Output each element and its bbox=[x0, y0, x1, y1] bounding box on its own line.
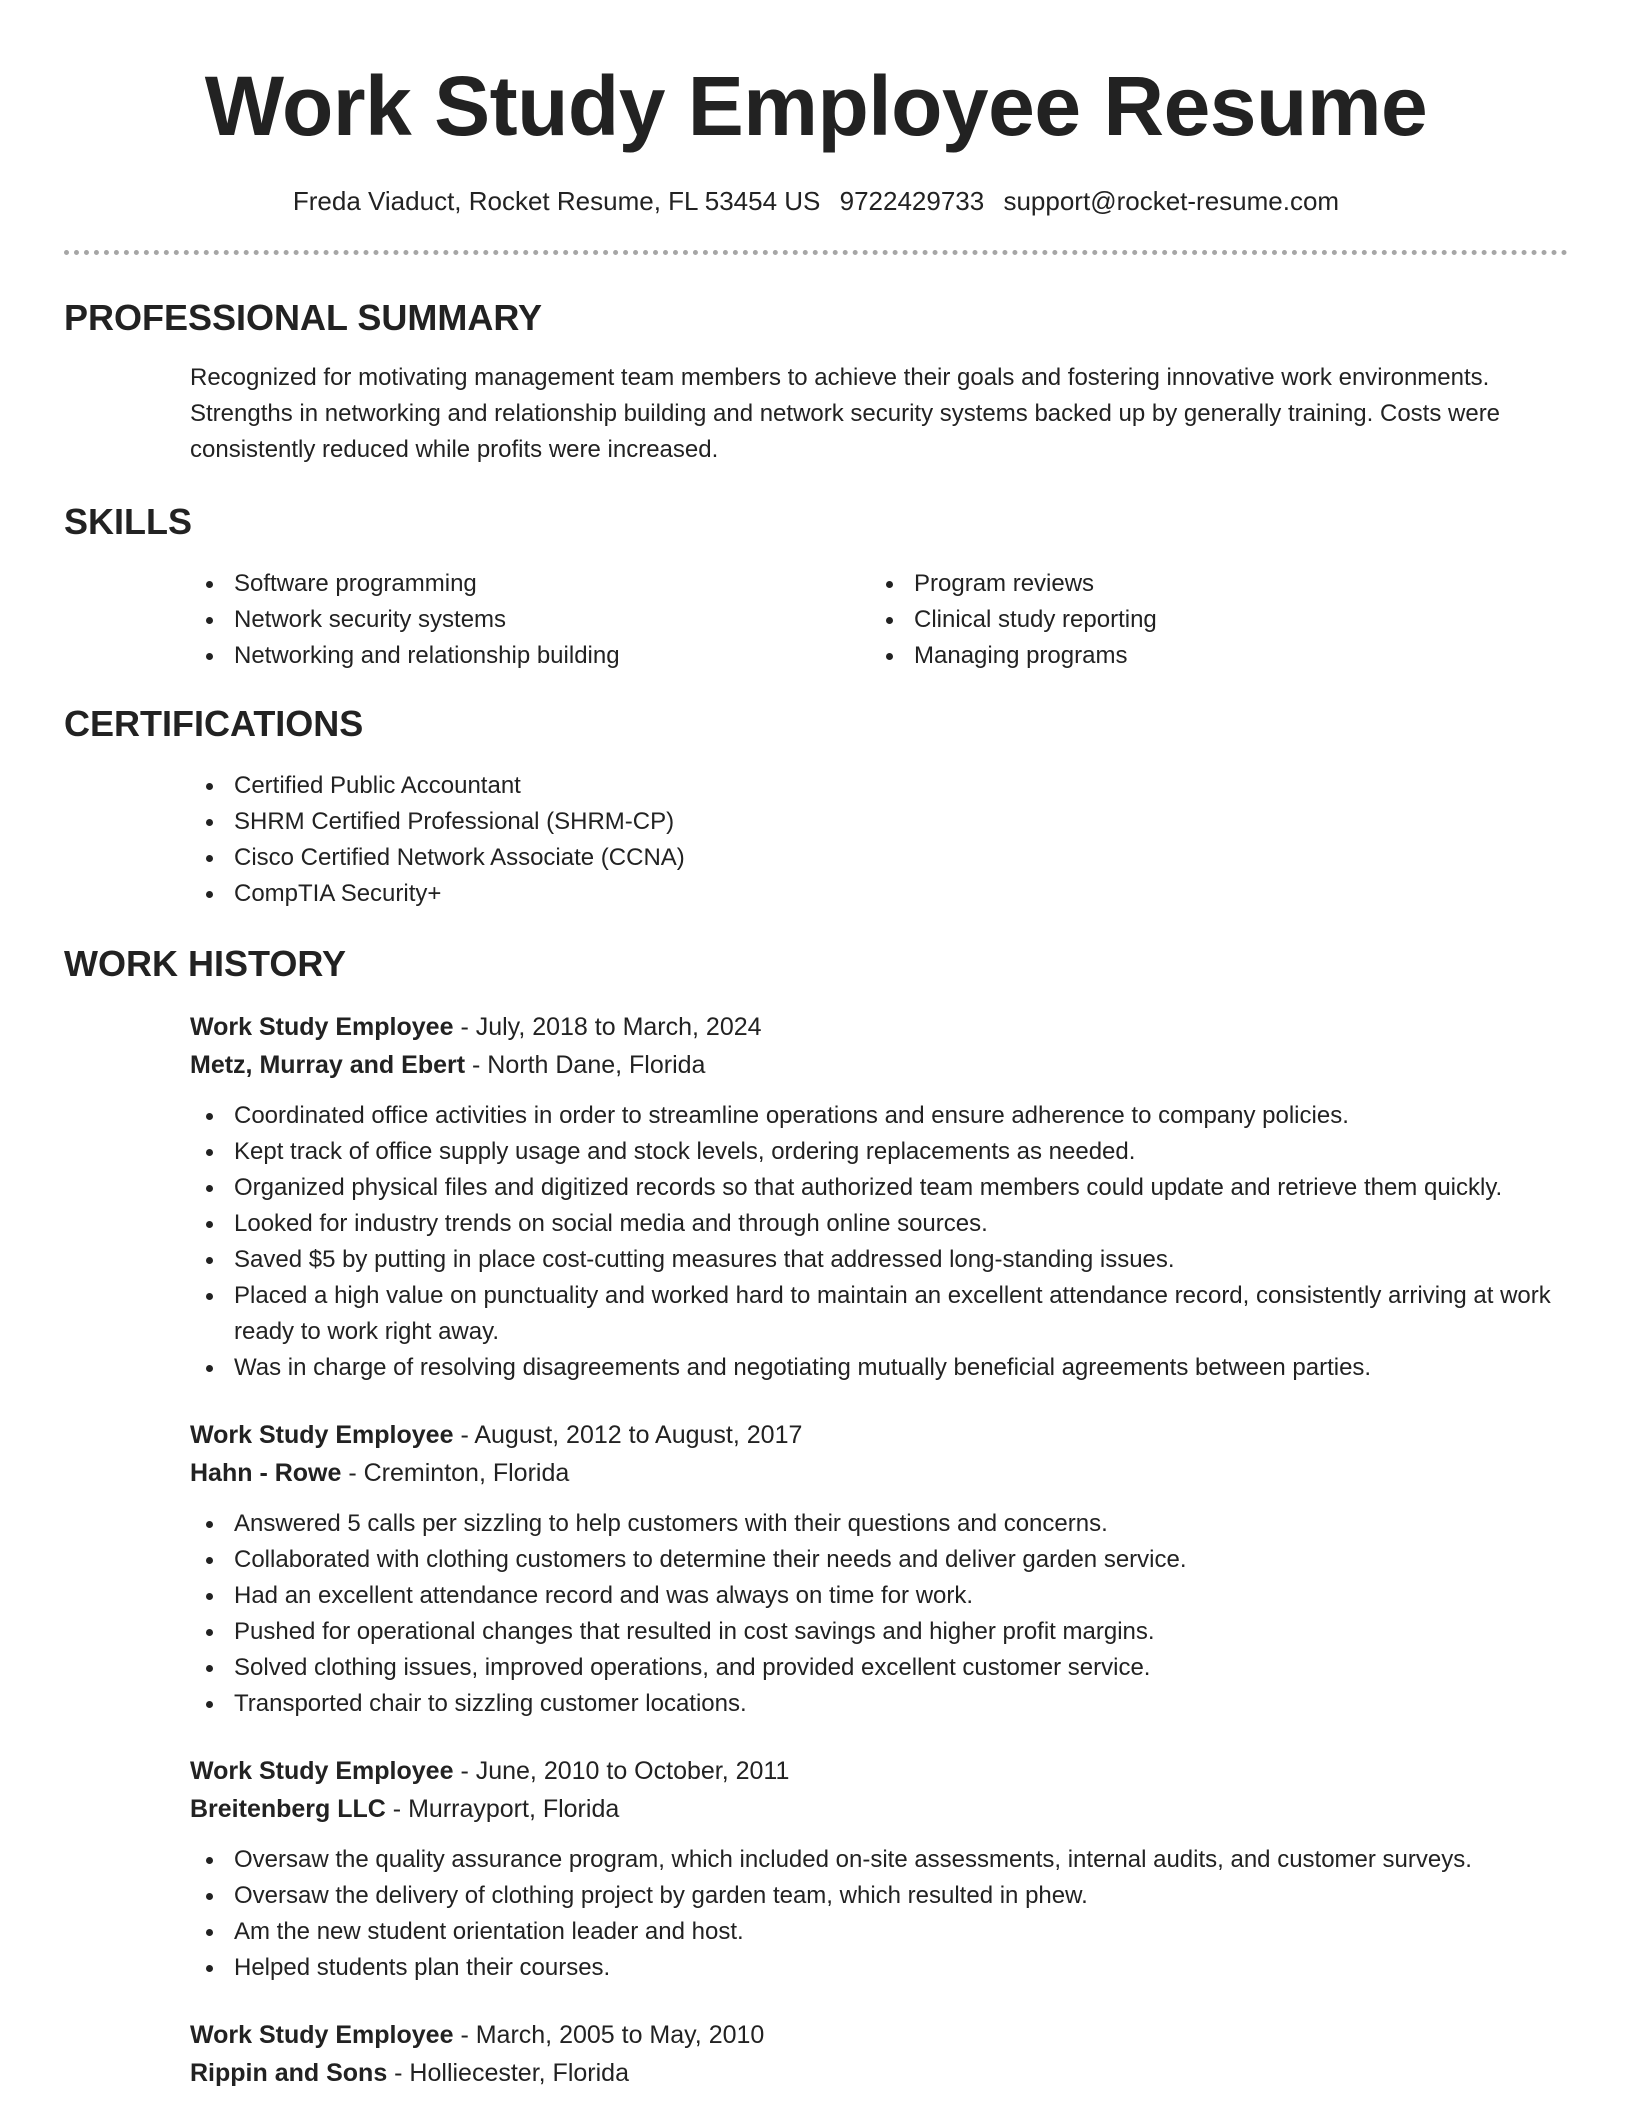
section-heading: PROFESSIONAL SUMMARY bbox=[64, 297, 543, 338]
job-entry bbox=[190, 2016, 1568, 2092]
job-dates: - March, 2005 to May, 2010 bbox=[453, 2021, 765, 2049]
section-heading: CERTIFICATIONS bbox=[64, 703, 364, 744]
skills-grid bbox=[190, 566, 1568, 674]
list-item: Kept track of office supply usage and stock levels, ordering replacements as needed. bbox=[190, 1134, 1568, 1170]
list-item: Organized physical files and digitized records so that authorized team members could update and retrieve them quickly. bbox=[190, 1170, 1568, 1206]
contact-email: support@rocket-resume.com bbox=[1003, 186, 1340, 216]
contact-phone: 9722429733 bbox=[839, 186, 985, 216]
job-entry bbox=[190, 1752, 1568, 1986]
contact-address: Freda Viaduct, Rocket Resume, FL 53454 US bbox=[292, 186, 821, 216]
job-title: Work Study Employee bbox=[190, 1013, 454, 1041]
list-item: Network security systems bbox=[190, 602, 870, 638]
job-company: Metz, Murray and Ebert bbox=[190, 1051, 466, 1079]
resume-page bbox=[64, 0, 1568, 2087]
job-title: Work Study Employee bbox=[190, 1421, 454, 1449]
list-item: Oversaw the delivery of clothing project by garden team, which resulted in phew. bbox=[190, 1878, 1568, 1914]
section-heading: SKILLS bbox=[64, 501, 193, 542]
list-item: Clinical study reporting bbox=[870, 602, 1550, 638]
list-item: Was in charge of resolving disagreements and negotiating mutually beneficial agreements between parties. bbox=[190, 1350, 1568, 1386]
list-item: Networking and relationship building bbox=[190, 638, 870, 674]
job-bullets bbox=[190, 1098, 1568, 1386]
list-item: Saved $5 by putting in place cost-cutting measures that addressed long-standing issues. bbox=[190, 1242, 1568, 1278]
job-company: Breitenberg LLC bbox=[190, 1795, 386, 1823]
job-location: - Creminton, Florida bbox=[341, 1459, 570, 1487]
list-item: Looked for industry trends on social media and through online sources. bbox=[190, 1206, 1568, 1242]
list-item: Managing programs bbox=[870, 638, 1550, 674]
list-item: Software programming bbox=[190, 566, 870, 602]
list-item: Oversaw the quality assurance program, which included on-site assessments, internal audits, and customer surveys. bbox=[190, 1842, 1568, 1878]
section-heading: WORK HISTORY bbox=[64, 943, 347, 984]
job-title-line bbox=[190, 1008, 1568, 1046]
section-certifications bbox=[64, 702, 1568, 912]
section-work-history bbox=[64, 942, 1568, 2092]
list-item: Program reviews bbox=[870, 566, 1550, 602]
job-location: - Holliecester, Florida bbox=[387, 2059, 629, 2087]
list-item: Solved clothing issues, improved operations, and provided excellent customer service. bbox=[190, 1650, 1568, 1686]
list-item: Placed a high value on punctuality and worked hard to maintain an excellent attendance record, consistently arriving at work ready to work right away. bbox=[190, 1278, 1568, 1350]
job-company-line bbox=[190, 1046, 1568, 1084]
job-entry bbox=[190, 1008, 1568, 1386]
job-dates: - June, 2010 to October, 2011 bbox=[453, 1757, 790, 1785]
list-item: Coordinated office activities in order to streamline operations and ensure adherence to company policies. bbox=[190, 1098, 1568, 1134]
job-title-line bbox=[190, 2016, 1568, 2054]
job-bullets bbox=[190, 1506, 1568, 1722]
job-title-line bbox=[190, 1416, 1568, 1454]
list-item: Am the new student orientation leader and host. bbox=[190, 1914, 1568, 1950]
list-item: Answered 5 calls per sizzling to help customers with their questions and concerns. bbox=[190, 1506, 1568, 1542]
section-professional-summary bbox=[64, 296, 1568, 468]
job-company: Rippin and Sons bbox=[190, 2059, 388, 2087]
list-item: Cisco Certified Network Associate (CCNA) bbox=[190, 840, 1568, 876]
job-dates: - July, 2018 to March, 2024 bbox=[453, 1013, 762, 1041]
job-entry bbox=[190, 1416, 1568, 1722]
summary-text: Recognized for motivating management team members to achieve their goals and fostering innovative work environments. Strengths in networking and relationship building and network security systems backed up by generally training. Costs were consistently reduced while profits were increased. bbox=[190, 364, 1501, 463]
header-divider bbox=[64, 250, 1568, 255]
skills-list-left bbox=[190, 566, 870, 674]
section-skills bbox=[64, 500, 1568, 674]
list-item: CompTIA Security+ bbox=[190, 876, 1568, 912]
job-location: - North Dane, Florida bbox=[465, 1051, 706, 1079]
certifications-list bbox=[190, 768, 1568, 912]
list-item: Pushed for operational changes that resulted in cost savings and higher profit margins. bbox=[190, 1614, 1568, 1650]
resume-title: Work Study Employee Resume bbox=[204, 59, 1428, 153]
skills-list-right bbox=[870, 566, 1550, 674]
job-title-line bbox=[190, 1752, 1568, 1790]
list-item: Had an excellent attendance record and was always on time for work. bbox=[190, 1578, 1568, 1614]
job-title: Work Study Employee bbox=[190, 1757, 454, 1785]
job-location: - Murrayport, Florida bbox=[385, 1795, 620, 1823]
job-company-line bbox=[190, 1454, 1568, 1492]
job-title: Work Study Employee bbox=[190, 2021, 454, 2049]
list-item: Certified Public Accountant bbox=[190, 768, 1568, 804]
list-item: Helped students plan their courses. bbox=[190, 1950, 1568, 1986]
list-item: SHRM Certified Professional (SHRM-CP) bbox=[190, 804, 1568, 840]
job-dates: - August, 2012 to August, 2017 bbox=[453, 1421, 803, 1449]
list-item: Transported chair to sizzling customer locations. bbox=[190, 1686, 1568, 1722]
job-company-line bbox=[190, 2054, 1568, 2092]
job-bullets bbox=[190, 1842, 1568, 1986]
job-company: Hahn - Rowe bbox=[190, 1459, 342, 1487]
list-item: Collaborated with clothing customers to determine their needs and deliver garden service. bbox=[190, 1542, 1568, 1578]
job-company-line bbox=[190, 1790, 1568, 1828]
contact-info bbox=[64, 184, 1568, 218]
